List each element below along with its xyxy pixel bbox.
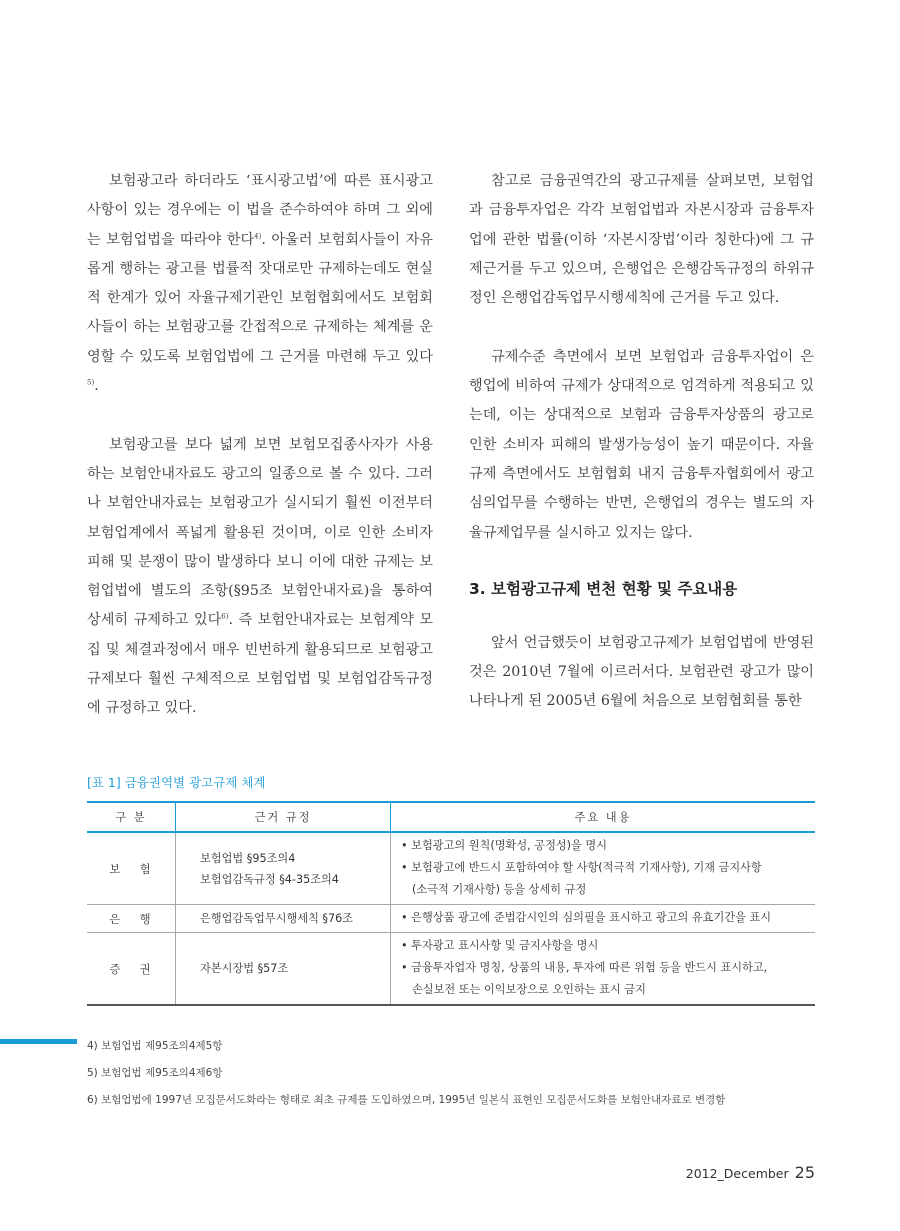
content-cell [391,905,816,933]
column-header: 근거 규정 [176,802,391,832]
text: • 보험광고에 반드시 포함하여야 할 사항(적극적 기재사항), 기재 금지사항 [401,861,762,874]
law-text: 보험업감독규정 §4-35조의4 [200,872,339,886]
paragraph [87,167,433,401]
footnote-ref[interactable]: 5) [87,378,95,387]
law-cell: 자본시장법 §57조 [176,933,391,1006]
column-header: 구 분 [87,802,176,832]
column-header: 주요 내용 [391,802,816,832]
content-item: • 은행상품 광고에 준법감시인의 심의필을 표시하고 광고의 유효기간을 표시 [401,911,772,924]
left-column [87,167,433,724]
text: . 아울러 보험회사들이 자유롭게 행하는 광고를 법률적 잣대로만 규제하는데도 현실적 한계가 있어 자율규제기관인 보험협회에서도 보험회사들이 하는 보험광고를 간접적으로 규제하는 체계를 운영할 수 있도록 보험업법에 그 근거를 마련해 두고 있다 [87,231,433,365]
footnote: 5) 보험업법 제95조의4제6항 [87,1067,223,1079]
footnote: 6) 보험업법에 1997년 모집문서도화라는 형태로 최초 규제를 도입하였으며, 1995년 일본식 표현인 모집문서도화를 보험안내자료로 변경함 [87,1094,726,1106]
content-item: • 투자광고 표시사항 및 금지사항을 명시 [401,939,599,952]
text: . 즉 보험안내자료는 보험계약 모집 및 체결과정에서 매우 빈번하게 활용되므로 보험광고 규제보다 훨씬 구체적으로 보험업법 및 보험업감독규정에 규정하고 있다. [87,612,433,717]
text: 손실보전 또는 이익보장으로 오인하는 표시 금지 [412,983,646,996]
page-number: 25 [794,1163,815,1182]
issue-label: 2012_December [685,1166,789,1181]
category-cell: 은 행 [87,905,176,933]
category-cell: 보 험 [87,832,176,905]
content-item: • 보험광고의 원칙(명확성, 공정성)을 명시 [401,839,608,852]
section-heading: 3. 보험광고규제 변천 현황 및 주요내용 [469,579,738,598]
table-header-row [87,802,815,832]
content-cell [391,933,816,1006]
content-cell [391,832,816,905]
page-footer [686,1163,815,1182]
text: . [94,378,99,395]
table-row [87,832,815,905]
right-column [469,167,814,717]
paragraph: 규제수준 측면에서 보면 보험업과 금융투자업이 은행업에 비하여 규제가 상대적으로 엄격하게 적용되고 있는데, 이는 상대적으로 보험과 금융투자상품의 광고로 인한 소비자 피해의 발생가능성이 높기 때문이다. 자율규제 측면에서도 보험협회 내지 금융투자협회에서 광고심의업무를 수행하는 반면, 은행업의 경우는 별도의 자율규제업무를 실시하고 있지는 않다. [469,348,814,541]
text: (소극적 기재사항) 등을 상세히 규정 [412,883,587,896]
content-item [391,857,815,901]
law-text: 보험업법 §95조의4 [200,851,296,865]
footnote: 4) 보험업법 제95조의4제5항 [87,1040,223,1052]
text: 보험광고라 하더라도 ‘표시광고법’에 따른 표시광고 사항이 있는 경우에는 이 법을 준수하여야 하며 그 외에는 보험업법을 따라야 한다 [87,173,433,248]
paragraph [87,431,433,724]
footnote-ref[interactable]: 6) [221,612,229,621]
regulation-table [87,801,815,1006]
text: • 금융투자업자 명칭, 상품의 내용, 투자에 따른 위험 등을 반드시 표시하고, [401,961,768,974]
table-row [87,933,815,1006]
paragraph: 앞서 언급했듯이 보험광고규제가 보험업법에 반영된 것은 2010년 7월에 이르러서다. 보험관련 광고가 많이 나타나게 된 2005년 6월에 처음으로 보험협회를 통한 [469,634,814,710]
table-caption: [표 1] 금융권역별 광고규제 체계 [87,775,266,790]
text: 보험광고를 보다 넓게 보면 보험모집종사자가 사용하는 보험안내자료도 광고의 일종으로 볼 수 있다. 그러나 보험안내자료는 보험광고가 실시되기 훨씬 이전부터 보험업계에서 폭넓게 활용된 것이며, 이로 인한 소비자 피해 및 분쟁이 많이 발생하다 보니 이에 대한 규제는 보험업법에 별도의 조항(§95조 보험안내자료)을 통하여 상세히 규제하고 있다 [87,436,433,629]
footnotes [87,1033,725,1114]
accent-bar [0,1039,77,1044]
content-item [391,957,815,1001]
table-row [87,905,815,933]
law-cell: 은행업감독업무시행세칙 §76조 [176,905,391,933]
law-cell [176,832,391,905]
category-cell: 증 권 [87,933,176,1006]
paragraph: 참고로 금융권역간의 광고규제를 살펴보면, 보험업과 금융투자업은 각각 보험업법과 자본시장과 금융투자업에 관한 법률(이하 ‘자본시장법’이라 칭한다)에 그 규제근거를 두고 있으며, 은행업은 은행감독규정의 하위규정인 은행업감독업무시행세칙에 근거를 두고 있다. [469,173,814,307]
footnote-ref[interactable]: 4) [254,231,262,240]
